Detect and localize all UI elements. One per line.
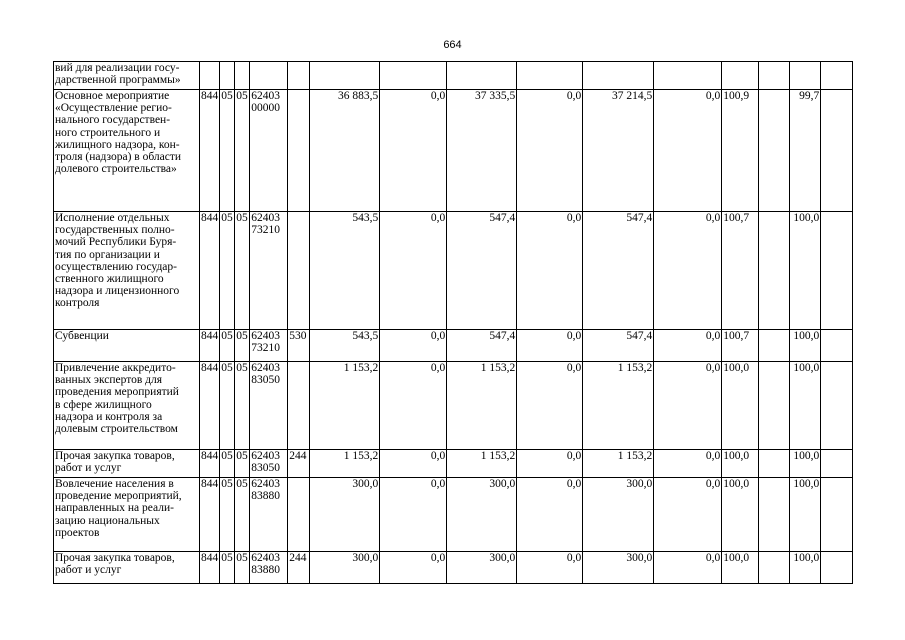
table-row: [54, 362, 853, 450]
empty-cell: [759, 552, 790, 584]
plan2-extra-value: 0,0: [517, 362, 583, 450]
name-line: тия по организации и: [55, 248, 160, 261]
row-name: [54, 330, 200, 362]
plan2-extra-value: 0,0: [517, 90, 583, 212]
name-line: государственных полно-: [55, 224, 175, 237]
plan1-extra-value: 0,0: [380, 362, 447, 450]
ministry-code: 844: [200, 212, 220, 330]
ministry-code: 844: [200, 362, 220, 450]
target-line: 62403: [251, 212, 280, 224]
empty-cell: [821, 450, 853, 478]
name-line: работ и услуг: [55, 564, 122, 577]
target-code: [250, 62, 288, 90]
plan1-extra-value: 0,0: [380, 552, 447, 584]
pct1-value: 100,0: [722, 450, 759, 478]
plan1-value: 1 153,2: [310, 450, 380, 478]
pct1-value: [722, 62, 759, 90]
empty-cell: [821, 330, 853, 362]
name-line: ного строительного и: [55, 126, 161, 139]
expense-code: [288, 90, 310, 212]
exec-extra-value: 0,0: [654, 552, 722, 584]
target-line: 62403: [251, 362, 280, 374]
exec-extra-value: 0,0: [654, 212, 722, 330]
name-line: троля (надзора) в области: [55, 151, 182, 164]
plan1-extra-value: 0,0: [380, 450, 447, 478]
table-row: [54, 552, 853, 584]
pct2-value: [790, 62, 821, 90]
name-line: ственного жилищного: [55, 273, 164, 286]
target-line: 83050: [251, 462, 280, 475]
plan2-value: 300,0: [447, 552, 517, 584]
plan2-extra-value: 0,0: [517, 212, 583, 330]
name-line: работ и услуг: [55, 462, 122, 475]
empty-cell: [759, 478, 790, 552]
plan2-extra-value: 0,0: [517, 478, 583, 552]
pct2-value: 100,0: [790, 330, 821, 362]
target-line: 62403: [251, 478, 280, 490]
row-name: [54, 478, 200, 552]
section-code: 05: [220, 212, 235, 330]
plan2-value: 1 153,2: [447, 450, 517, 478]
exec-value: 547,4: [583, 330, 654, 362]
name-line: направленных на реали-: [55, 502, 174, 515]
ministry-code: 844: [200, 450, 220, 478]
section-code: 05: [220, 362, 235, 450]
target-line: 62403: [251, 90, 280, 102]
name-line: осуществлению государ-: [55, 260, 177, 273]
row-name: [54, 552, 200, 584]
target-line: 83050: [251, 374, 280, 387]
name-line: ванных экспертов для: [55, 374, 163, 387]
pct1-value: 100,0: [722, 478, 759, 552]
exec-value: 300,0: [583, 552, 654, 584]
name-line: надзора и контроля за: [55, 410, 163, 423]
name-line: Вовлечение населения в: [55, 478, 174, 490]
pct1-value: 100,7: [722, 212, 759, 330]
exec-extra-value: 0,0: [654, 478, 722, 552]
table-row: [54, 478, 853, 552]
name-line: нального государствен-: [55, 114, 171, 127]
ministry-code: 844: [200, 90, 220, 212]
plan1-extra-value: 0,0: [380, 330, 447, 362]
section-code: 05: [220, 450, 235, 478]
plan1-value: 543,5: [310, 330, 380, 362]
plan2-value: 300,0: [447, 478, 517, 552]
name-line: мочий Республики Буря-: [55, 236, 177, 249]
expense-code: [288, 478, 310, 552]
section-code: 05: [220, 330, 235, 362]
plan2-value: 1 153,2: [447, 362, 517, 450]
subsection-code: 05: [235, 362, 250, 450]
name-line: проектов: [55, 526, 100, 539]
plan2-value: 37 335,5: [447, 90, 517, 212]
section-code: 05: [220, 90, 235, 212]
plan2-extra-value: 0,0: [517, 450, 583, 478]
plan1-extra-value: [380, 62, 447, 90]
name-line: проведение мероприятий,: [55, 490, 182, 503]
name-line: в сфере жилищного: [55, 398, 152, 411]
target-code: [250, 552, 288, 584]
plan2-extra-value: 0,0: [517, 552, 583, 584]
expense-code: [288, 362, 310, 450]
pct1-value: 100,0: [722, 362, 759, 450]
plan1-extra-value: 0,0: [380, 212, 447, 330]
name-line: контроля: [55, 297, 100, 310]
target-code: [250, 450, 288, 478]
target-line: 62403: [251, 450, 280, 462]
section-code: 05: [220, 478, 235, 552]
plan2-value: [447, 62, 517, 90]
exec-extra-value: 0,0: [654, 330, 722, 362]
name-line: Прочая закупка товаров,: [55, 552, 175, 564]
subsection-code: [235, 62, 250, 90]
plan1-value: 300,0: [310, 478, 380, 552]
expense-code: 530: [288, 330, 310, 362]
plan1-value: 300,0: [310, 552, 380, 584]
pct2-value: 100,0: [790, 450, 821, 478]
expense-code: 244: [288, 450, 310, 478]
row-name: [54, 212, 200, 330]
table-body: [54, 62, 853, 584]
pct2-value: 100,0: [790, 478, 821, 552]
name-line: «Осуществление регио-: [55, 102, 172, 115]
name-line: дарственной программы»: [55, 74, 181, 87]
exec-extra-value: 0,0: [654, 362, 722, 450]
table-row: [54, 62, 853, 90]
expense-code: [288, 212, 310, 330]
exec-extra-value: 0,0: [654, 450, 722, 478]
table-row: [54, 212, 853, 330]
target-code: [250, 330, 288, 362]
target-line: 62403: [251, 330, 280, 342]
exec-value: 547,4: [583, 212, 654, 330]
plan1-extra-value: 0,0: [380, 478, 447, 552]
empty-cell: [821, 362, 853, 450]
pct2-value: 100,0: [790, 552, 821, 584]
name-line: вий для реализации госу-: [55, 62, 180, 74]
row-name: [54, 62, 200, 90]
exec-value: 1 153,2: [583, 450, 654, 478]
empty-cell: [759, 330, 790, 362]
plan1-value: [310, 62, 380, 90]
plan2-value: 547,4: [447, 212, 517, 330]
plan1-value: 1 153,2: [310, 362, 380, 450]
exec-extra-value: [654, 62, 722, 90]
empty-cell: [759, 90, 790, 212]
name-line: надзора и лицензионного: [55, 285, 180, 298]
plan1-value: 543,5: [310, 212, 380, 330]
name-line: долевого строительства»: [55, 163, 177, 176]
target-line: 00000: [251, 102, 280, 115]
exec-value: 300,0: [583, 478, 654, 552]
subsection-code: 05: [235, 90, 250, 212]
ministry-code: 844: [200, 330, 220, 362]
subsection-code: 05: [235, 212, 250, 330]
row-name: [54, 90, 200, 212]
empty-cell: [759, 62, 790, 90]
pct1-value: 100,0: [722, 552, 759, 584]
target-line: 62403: [251, 552, 280, 564]
expense-code: [288, 62, 310, 90]
row-name: [54, 450, 200, 478]
table-row: [54, 330, 853, 362]
ministry-code: 844: [200, 552, 220, 584]
section-code: 05: [220, 552, 235, 584]
empty-cell: [759, 450, 790, 478]
exec-value: [583, 62, 654, 90]
target-code: [250, 212, 288, 330]
empty-cell: [821, 212, 853, 330]
target-code: [250, 362, 288, 450]
ministry-code: 844: [200, 478, 220, 552]
name-line: долевым строительством: [55, 423, 178, 436]
name-line: Субвенции: [55, 330, 109, 342]
name-line: проведения мероприятий: [55, 386, 179, 399]
target-line: 73210: [251, 224, 280, 237]
empty-cell: [821, 552, 853, 584]
expense-code: 244: [288, 552, 310, 584]
name-line: Исполнение отдельных: [55, 212, 170, 224]
plan1-value: 36 883,5: [310, 90, 380, 212]
plan2-extra-value: [517, 62, 583, 90]
subsection-code: 05: [235, 450, 250, 478]
empty-cell: [821, 478, 853, 552]
target-code: [250, 478, 288, 552]
target-line: 73210: [251, 342, 280, 355]
subsection-code: 05: [235, 552, 250, 584]
plan2-extra-value: 0,0: [517, 330, 583, 362]
section-code: [220, 62, 235, 90]
empty-cell: [821, 62, 853, 90]
target-line: 83880: [251, 490, 280, 503]
row-name: [54, 362, 200, 450]
budget-table: [53, 61, 853, 584]
name-line: зацию национальных: [55, 514, 160, 527]
exec-value: 1 153,2: [583, 362, 654, 450]
target-code: [250, 90, 288, 212]
plan1-extra-value: 0,0: [380, 90, 447, 212]
plan2-value: 547,4: [447, 330, 517, 362]
pct2-value: 100,0: [790, 362, 821, 450]
empty-cell: [759, 362, 790, 450]
page-number: 664: [443, 39, 462, 51]
pct1-value: 100,9: [722, 90, 759, 212]
name-line: Прочая закупка товаров,: [55, 450, 175, 462]
pct1-value: 100,7: [722, 330, 759, 362]
subsection-code: 05: [235, 478, 250, 552]
table-row: [54, 450, 853, 478]
pct2-value: 100,0: [790, 212, 821, 330]
ministry-code: [200, 62, 220, 90]
name-line: Основное мероприятие: [55, 90, 170, 102]
pct2-value: 99,7: [790, 90, 821, 212]
empty-cell: [759, 212, 790, 330]
exec-value: 37 214,5: [583, 90, 654, 212]
name-line: Привлечение аккредито-: [55, 362, 176, 374]
name-line: жилищного надзора, кон-: [55, 138, 180, 151]
subsection-code: 05: [235, 330, 250, 362]
empty-cell: [821, 90, 853, 212]
table-row: [54, 90, 853, 212]
exec-extra-value: 0,0: [654, 90, 722, 212]
target-line: 83880: [251, 564, 280, 577]
